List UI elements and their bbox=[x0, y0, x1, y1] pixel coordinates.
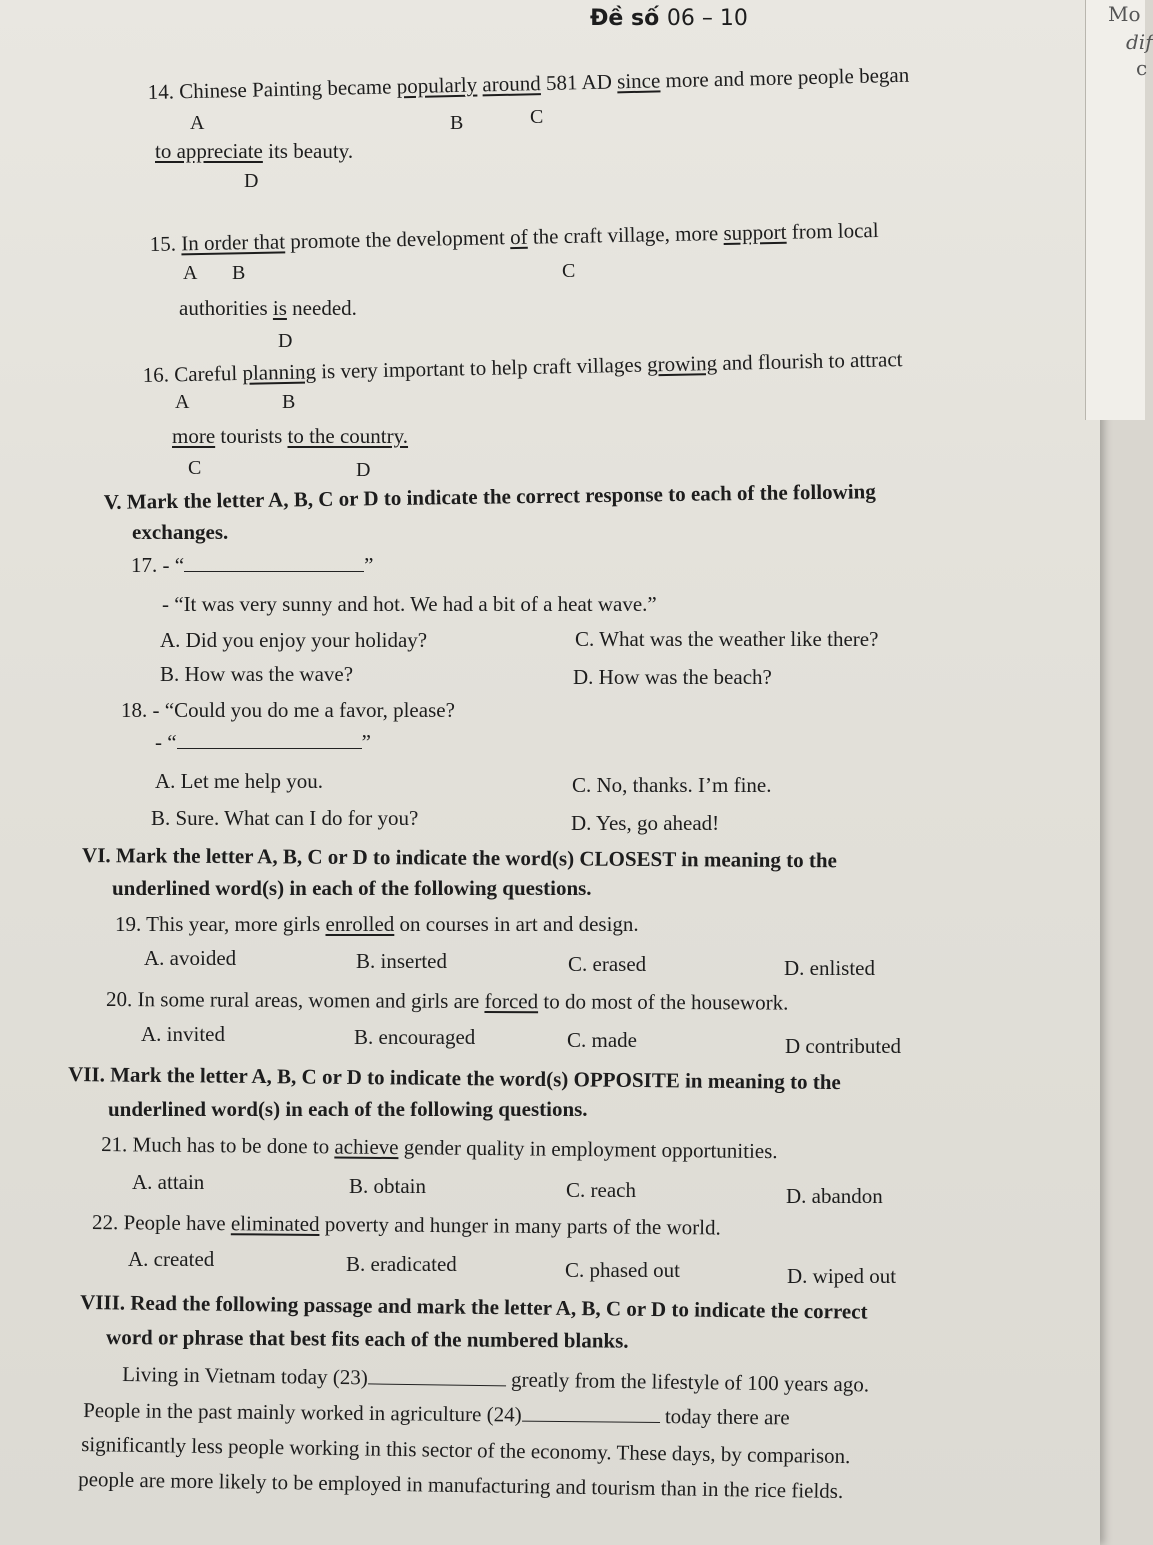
q18-open-quote: - “ bbox=[155, 730, 177, 754]
q14-number: 14. bbox=[147, 79, 175, 105]
section-vi-title-2: underlined word(s) in each of the following questions. bbox=[112, 876, 592, 900]
q15-text-line2-end: needed. bbox=[292, 296, 357, 320]
q19-underlined-word: enrolled bbox=[325, 912, 395, 936]
q21-option-d: D. abandon bbox=[786, 1184, 883, 1208]
q18-prompt: 18. - “Could you do me a favor, please? bbox=[121, 698, 455, 722]
q17-reply: - “It was very sunny and hot. We had a bit of a heat wave.” bbox=[162, 592, 657, 616]
section-v-title: V. Mark the letter A, B, C or D to indicate the correct response to each of the following bbox=[103, 479, 876, 515]
exam-code-label: Đề số bbox=[590, 6, 660, 31]
q20-underlined-word: forced bbox=[484, 988, 539, 1014]
q22-option-d: D. wiped out bbox=[787, 1264, 897, 1288]
section-viii-title: VIII. Read the following passage and mark the letter A, B, C or D to indicate the correct bbox=[80, 1290, 868, 1324]
section-v-title-2: exchanges. bbox=[132, 520, 229, 544]
q22-underlined-word: eliminated bbox=[230, 1211, 320, 1236]
q18-option-d: D. Yes, go ahead! bbox=[571, 811, 720, 835]
q17-option-c: C. What was the weather like there? bbox=[575, 627, 879, 651]
q20-option-c: C. made bbox=[567, 1028, 637, 1052]
q18-close-quote: ” bbox=[361, 730, 371, 754]
q14-underline-a: popularly bbox=[396, 72, 478, 99]
q19-text-after: on courses in art and design. bbox=[399, 912, 639, 936]
passage-blank-23 bbox=[368, 1382, 506, 1386]
passage-blank-24 bbox=[522, 1420, 660, 1423]
q15-text-after: from local bbox=[791, 218, 879, 244]
passage-line-3: significantly less people working in this sector of the economy. These days, by comparison. bbox=[81, 1432, 851, 1469]
q20-option-d: D contributed bbox=[785, 1034, 902, 1058]
q18-option-c: C. No, thanks. I’m fine. bbox=[572, 773, 772, 797]
q15-letter-a: A bbox=[183, 262, 198, 284]
passage-line-4: people are more likely to be employed in manufacturing and tourism than in the rice fields. bbox=[78, 1467, 844, 1504]
q15-text: promote the development bbox=[290, 225, 506, 254]
q14-text-after: more and more people began bbox=[665, 62, 910, 93]
q16-text-line2: tourists bbox=[220, 424, 283, 448]
q22-text: 22. People have bbox=[92, 1210, 226, 1236]
q20-question bbox=[106, 987, 788, 1016]
q20-text: 20. In some rural areas, women and girls are bbox=[106, 987, 480, 1013]
q18-reply bbox=[155, 730, 371, 755]
q16-underline-c: more bbox=[172, 424, 216, 448]
q16-letter-b: B bbox=[282, 391, 296, 413]
section-vii-title: VII. Mark the letter A, B, C or D to indicate the word(s) OPPOSITE in meaning to the bbox=[68, 1062, 841, 1095]
q14-text-end: its beauty. bbox=[268, 139, 354, 163]
q15-line2 bbox=[179, 296, 357, 321]
q14-underline-d: to appreciate bbox=[155, 139, 263, 163]
q22-option-a: A. created bbox=[128, 1247, 215, 1271]
passage-text-2b: today there are bbox=[664, 1404, 790, 1430]
q14-line2 bbox=[155, 139, 353, 164]
q17-prompt-text: 17. - “ bbox=[131, 553, 185, 577]
q14-text-mid: 581 AD bbox=[545, 69, 613, 95]
q19-question bbox=[115, 912, 639, 937]
q14-letter-c: C bbox=[530, 106, 544, 128]
q16-text-mid: is very important to help craft villages bbox=[320, 352, 643, 384]
passage-text-1b: greatly from the lifestyle of 100 years ago. bbox=[510, 1367, 870, 1397]
passage-text-2a: People in the past mainly worked in agriculture (24) bbox=[83, 1398, 522, 1427]
q21-text: 21. Much has to be done to bbox=[101, 1132, 330, 1159]
q15-letter-d: D bbox=[278, 330, 293, 352]
q14-text: Chinese Painting became bbox=[178, 74, 392, 104]
q16-underline-a: planning bbox=[242, 359, 317, 385]
q21-underlined-word: achieve bbox=[334, 1134, 399, 1160]
q22-option-b: B. eradicated bbox=[346, 1252, 457, 1276]
q19-text: 19. This year, more girls bbox=[115, 912, 321, 936]
side-text-3: c bbox=[1136, 56, 1148, 80]
side-sheet bbox=[1085, 0, 1153, 420]
q16-letter-c: C bbox=[188, 457, 202, 479]
q14-underline-b: around bbox=[482, 71, 541, 97]
q15-text-mid: the craft village, more bbox=[532, 221, 719, 249]
q21-option-c: C. reach bbox=[566, 1178, 636, 1202]
q21-option-a: A. attain bbox=[132, 1170, 205, 1194]
q14-letter-b: B bbox=[450, 112, 464, 134]
side-text-2: dif bbox=[1126, 30, 1153, 54]
q14-underline-c: since bbox=[616, 68, 661, 94]
q15-text-line2: authorities bbox=[179, 296, 268, 320]
q15-letter-b: B bbox=[232, 262, 246, 284]
q17-blank bbox=[184, 570, 364, 572]
q20-text-after: to do most of the housework. bbox=[543, 989, 789, 1015]
q19-option-d: D. enlisted bbox=[784, 956, 875, 980]
q16-line2 bbox=[172, 424, 408, 449]
q18-blank bbox=[177, 747, 362, 749]
q16-text: Careful bbox=[173, 361, 238, 387]
q16-text-after: and flourish to attract bbox=[722, 347, 903, 375]
q15-underline-b: of bbox=[509, 224, 528, 250]
q16-number: 16. bbox=[142, 362, 170, 388]
q17-option-b: B. How was the wave? bbox=[160, 662, 354, 686]
q16-letter-a: A bbox=[175, 391, 190, 413]
q15-underline-d: is bbox=[272, 296, 287, 320]
q16-underline-d: to the country. bbox=[287, 424, 409, 448]
q15-number: 15. bbox=[149, 231, 177, 257]
section-vii-title-2: underlined word(s) in each of the following questions. bbox=[108, 1097, 588, 1121]
q17-option-a: A. Did you enjoy your holiday? bbox=[160, 628, 428, 652]
q14-letter-d: D bbox=[244, 170, 259, 192]
exam-code-number: 06 – 10 bbox=[666, 6, 748, 31]
q22-option-c: C. phased out bbox=[565, 1258, 680, 1282]
q20-option-b: B. encouraged bbox=[354, 1025, 476, 1049]
side-text-1: Mo bbox=[1108, 2, 1141, 26]
q20-option-a: A. invited bbox=[141, 1022, 225, 1046]
section-vi-title: VI. Mark the letter A, B, C or D to indicate the word(s) CLOSEST in meaning to the bbox=[82, 843, 837, 873]
q17-option-d: D. How was the beach? bbox=[573, 665, 772, 689]
q21-option-b: B. obtain bbox=[349, 1174, 426, 1198]
q15-underline-c: support bbox=[723, 219, 787, 245]
q19-option-c: C. erased bbox=[568, 952, 647, 976]
q17-close-quote: ” bbox=[364, 553, 374, 577]
q14-letter-a: A bbox=[190, 112, 205, 134]
q16-underline-b: growing bbox=[646, 350, 718, 377]
q18-option-b: B. Sure. What can I do for you? bbox=[151, 806, 419, 830]
q19-option-b: B. inserted bbox=[356, 949, 447, 973]
q16-letter-d: D bbox=[356, 459, 371, 481]
q17-prompt bbox=[131, 553, 373, 578]
q21-text-after: gender quality in employment opportunities. bbox=[403, 1135, 778, 1164]
passage-text-1a: Living in Vietnam today (23) bbox=[122, 1362, 368, 1390]
q19-option-a: A. avoided bbox=[144, 946, 237, 970]
q22-text-after: poverty and hunger in many parts of the world. bbox=[324, 1212, 721, 1240]
q18-option-a: A. Let me help you. bbox=[155, 769, 323, 793]
q15-underline-a: In order that bbox=[181, 229, 286, 256]
q15-letter-c: C bbox=[562, 260, 576, 282]
exam-code bbox=[590, 6, 748, 31]
section-viii-title-2: word or phrase that best fits each of the numbered blanks. bbox=[106, 1325, 629, 1353]
